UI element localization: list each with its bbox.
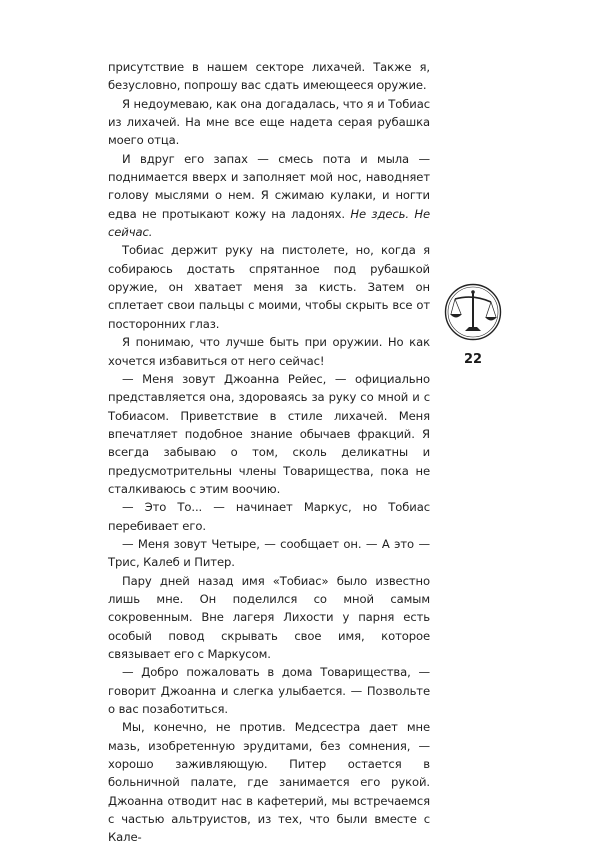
paragraph-text: И вдруг его запах — смесь пота и мыла — поднимается вверх и заполняет мой нос, наводняет голову мыслями о нем. Я сжимаю кулаки, и ногти едва не протыкают кожу на ладонях. <box>108 151 430 221</box>
page-number: 22 <box>463 352 483 367</box>
paragraph: — Добро пожаловать в дома Товарищества, — говорит Джоанна и слегка улыбается. — Позвольте о вас позаботиться. <box>108 665 430 717</box>
scales-of-justice-icon <box>444 283 502 341</box>
paragraph <box>108 150 430 242</box>
paragraph: присутствие в нашем секторе лихачей. Также я, безусловно, попрошу вас сдать имеющееся оружие. <box>108 60 430 93</box>
paragraph: Пару дней назад имя «Тобиас» было известно лишь мне. Он поделился со мной самым сокровенным. Вне лагеря Лихости у парня есть особый повод скрывать свое имя, которое связывает его с Маркусом. <box>108 573 430 661</box>
paragraph: Мы, конечно, не против. Медсестра дает мне мазь, изобретенную эрудитами, без сомнения, — хорошо заживляющую. Питер остается в больничной палате, где занимается его рукой. Джоанна отводит нас в кафетерий, мы встречаемся с частью альтруистов, из тех, что были вместе с Кале- <box>108 720 430 845</box>
page-text <box>108 58 430 847</box>
paragraph: Я понимаю, что лучше быть при оружии. Но как хочется избавиться от него сейчас! <box>108 335 430 368</box>
paragraph: Я недоумеваю, как она догадалась, что я и Тобиас из лихачей. На мне все еще надета серая рубашка моего отца. <box>108 96 430 148</box>
italic-thought: Не здесь. Не сейчас. <box>108 206 430 240</box>
paragraph: — Меня зовут Четыре, — сообщает он. — А это — Трис, Калеб и Питер. <box>108 536 430 570</box>
paragraph: — Меня зовут Джоанна Рейес, — официально представляется она, здороваясь за руку со мной и с Тобиасом. Приветствие в стиле лихачей. Меня впечатляет подобное знание обычаев фракций. Я всегда забываю о том, сколь деликатны и предусмотрительны члены Товарищества, пока не сталкиваюсь с этим воочию. <box>108 371 430 496</box>
paragraph: — Это То... — начинает Маркус, но Тобиас перебивает его. <box>108 500 430 533</box>
paragraph: Тобиас держит руку на пистолете, но, когда я собираюсь достать спрятанное под рубашкой оружие, он хватает меня за кисть. Затем он сплетает свои пальцы с моими, чтобы скрыть все от посторонних глаз. <box>108 243 430 331</box>
